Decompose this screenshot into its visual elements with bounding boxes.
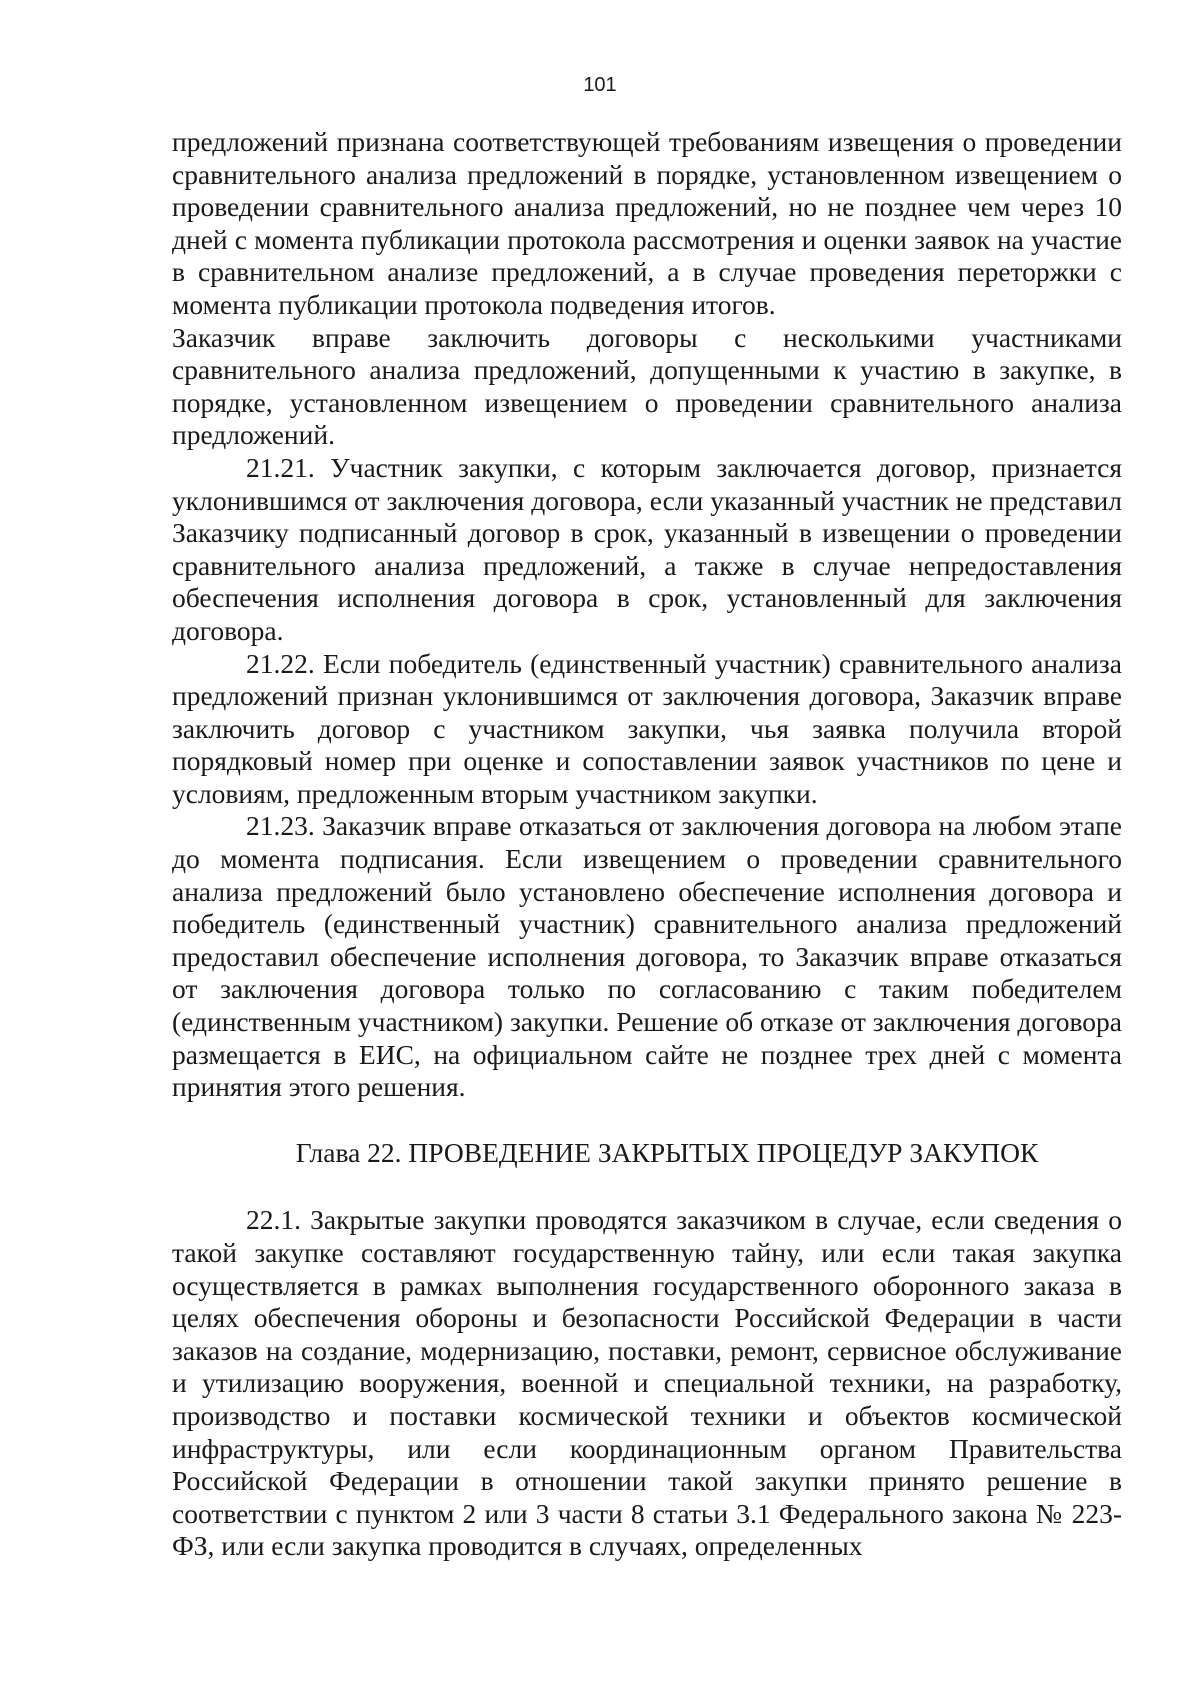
paragraph-21-23: 21.23. Заказчик вправе отказаться от заключения договора на любом этапе до момента подписания. Если извещением о проведении сравнительного анализа предложений было установлено обеспечение исполнения договора и победитель (единственный участник) сравнительного анализа предложений предоставил обеспечение исполнения договора, то Заказчик вправе отказаться от заключения договора только по согласованию с таким победителем (единственным участником) закупки. Решение об отказе от заключения договора размещается в ЕИС, на официальном сайте не позднее трех дней с момента принятия этого решения. — [172, 810, 1122, 1103]
paragraph-continuation: предложений признана соответствующей требованиям извещения о проведении сравнительного анализа предложений в порядке, установленном извещением о проведении сравнительного анализа предложений, но не позднее чем через 10 дней с момента публикации протокола рассмотрения и оценки заявок на участие в сравнительном анализе предложений, а в случае проведения переторжки с момента публикации протокола подведения итогов. — [172, 126, 1122, 320]
chapter-heading: Глава 22. ПРОВЕДЕНИЕ ЗАКРЫТЫХ ПРОЦЕДУР ЗАКУПОК — [295, 1136, 1039, 1168]
page-body — [172, 126, 1122, 1563]
paragraph-21-21: 21.21. Участник закупки, с которым заключается договор, признается уклонившимся от заключения договора, если указанный участник не представил Заказчику подписанный договор в срок, указанный в извещении о проведении сравнительного анализа предложений, а также в случае непредоставления обеспечения исполнения договора в срок, установленный для заключения договора. — [172, 451, 1122, 646]
paragraph-multiple-contracts: Заказчик вправе заключить договоры с несколькими участниками сравнительного анализа предложений, допущенными к участию в закупке, в порядке, установленном извещением о проведении сравнительного анализа предложений. — [172, 321, 1122, 451]
paragraph-22-1: 22.1. Закрытые закупки проводятся заказчиком в случае, если сведения о такой закупке составляют государственную тайну, или если такая закупка осуществляется в рамках выполнения государственного оборонного заказа в целях обеспечения обороны и безопасности Российской Федерации в части заказов на создание, модернизацию, поставки, ремонт, сервисное обслуживание и утилизацию вооружения, военной и специальной техники, на разработку, производство и поставки космической техники и объектов космической инфраструктуры, или если координационным органом Правительства Российской Федерации в отношении такой закупки принято решение в соответствии с пунктом 2 или 3 части 8 статьи 3.1 Федерального закона № 223-ФЗ, или если закупка проводится в случаях, определенных — [172, 1204, 1122, 1562]
paragraph-21-22: 21.22. Если победитель (единственный участник) сравнительного анализа предложений признан уклонившимся от заключения договора, Заказчик вправе заключить договор с участником закупки, чья заявка получила второй порядковый номер при оценке и сопоставлении заявок участников по цене и условиям, предложенным вторым участником закупки. — [172, 647, 1122, 809]
page-number: 101 — [583, 74, 617, 96]
